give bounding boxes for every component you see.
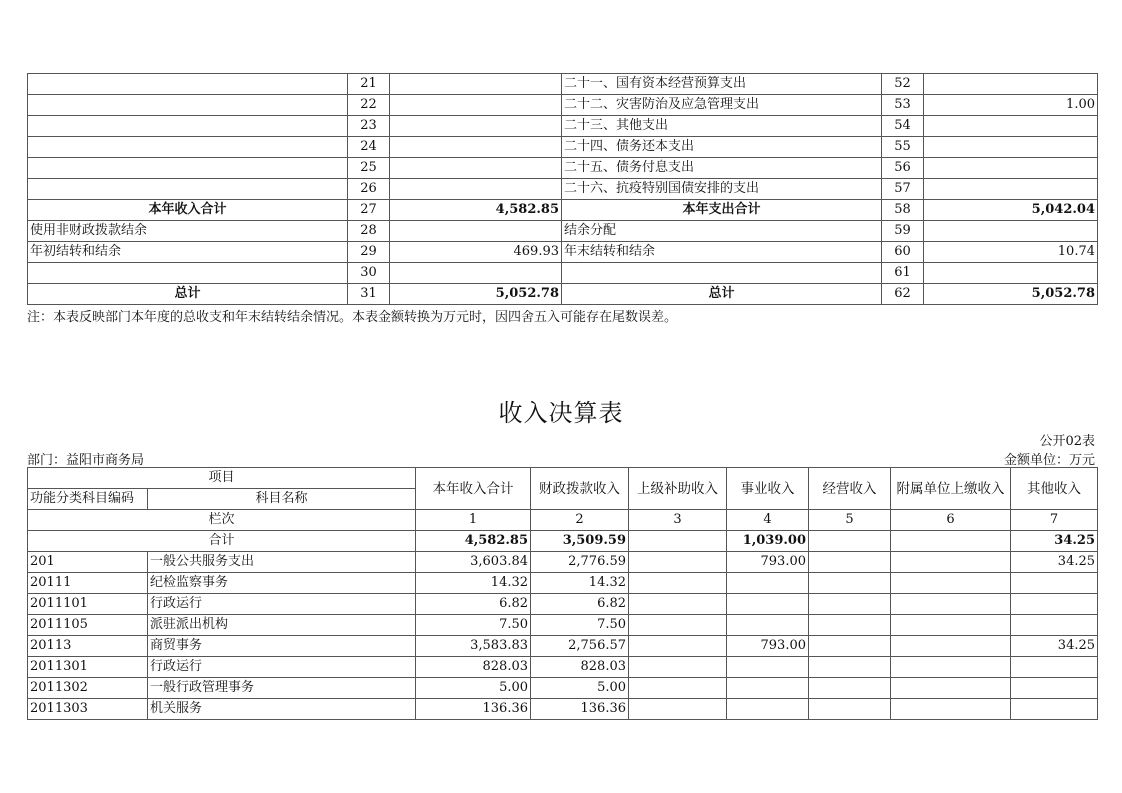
total-value: 3,509.59 (531, 531, 629, 552)
left-item-label (28, 137, 348, 158)
amount-cell (629, 636, 727, 657)
right-line-number: 62 (882, 284, 924, 305)
right-item-label: 二十三、其他支出 (562, 116, 882, 137)
amount-cell (629, 657, 727, 678)
summary-row (28, 158, 1098, 179)
left-line-number: 21 (348, 74, 390, 95)
col-number: 7 (1011, 510, 1098, 531)
form-number: 公开02表 (1039, 434, 1095, 449)
amount-cell (629, 699, 727, 720)
right-amount (924, 74, 1098, 95)
amount-cell (629, 594, 727, 615)
amount-cell: 136.36 (416, 699, 531, 720)
total-value: 1,039.00 (727, 531, 809, 552)
summary-row (28, 116, 1098, 137)
left-item-label (28, 116, 348, 137)
amount-cell (809, 573, 891, 594)
summary-row (28, 263, 1098, 284)
income-expense-summary-table (27, 73, 1098, 305)
account-code: 2011301 (28, 657, 148, 678)
left-amount: 5,052.78 (390, 284, 562, 305)
amount-cell (809, 594, 891, 615)
left-line-number: 23 (348, 116, 390, 137)
header-superior: 上级补助收入 (629, 468, 727, 510)
left-amount (390, 116, 562, 137)
left-amount (390, 221, 562, 242)
right-amount (924, 116, 1098, 137)
amount-cell (629, 615, 727, 636)
total-value (629, 531, 727, 552)
summary-row (28, 95, 1098, 116)
header-subsidiary: 附属单位上缴收入 (891, 468, 1011, 510)
left-item-label: 年初结转和结余 (28, 242, 348, 263)
amount-cell (891, 552, 1011, 573)
right-item-label: 二十六、抗疫特别国债安排的支出 (562, 179, 882, 200)
account-code: 2011302 (28, 678, 148, 699)
left-amount (390, 74, 562, 95)
column-index-row (28, 510, 1098, 531)
col-number: 3 (629, 510, 727, 531)
col-number: 2 (531, 510, 629, 531)
left-line-number: 29 (348, 242, 390, 263)
amount-cell (727, 678, 809, 699)
summary-row (28, 200, 1098, 221)
account-name: 机关服务 (148, 699, 416, 720)
amount-cell: 5.00 (531, 678, 629, 699)
right-item-label: 年末结转和结余 (562, 242, 882, 263)
amount-cell: 6.82 (531, 594, 629, 615)
amount-cell (727, 594, 809, 615)
col-number: 4 (727, 510, 809, 531)
account-name: 行政运行 (148, 657, 416, 678)
right-item-label: 二十二、灾害防治及应急管理支出 (562, 95, 882, 116)
left-amount (390, 263, 562, 284)
left-amount (390, 179, 562, 200)
total-label: 合计 (28, 531, 416, 552)
right-line-number: 54 (882, 116, 924, 137)
amount-cell (809, 678, 891, 699)
left-line-number: 28 (348, 221, 390, 242)
header-total-income: 本年收入合计 (416, 468, 531, 510)
account-name: 纪检监察事务 (148, 573, 416, 594)
account-code: 201 (28, 552, 148, 573)
right-line-number: 52 (882, 74, 924, 95)
right-amount (924, 263, 1098, 284)
right-line-number: 56 (882, 158, 924, 179)
col-number: 1 (416, 510, 531, 531)
table-row (28, 573, 1098, 594)
account-name: 一般公共服务支出 (148, 552, 416, 573)
amount-cell (891, 636, 1011, 657)
left-line-number: 25 (348, 158, 390, 179)
right-amount (924, 221, 1098, 242)
amount-cell: 3,583.83 (416, 636, 531, 657)
right-amount: 10.74 (924, 242, 1098, 263)
right-item-label: 二十一、国有资本经营预算支出 (562, 74, 882, 95)
amount-cell (809, 657, 891, 678)
header-name: 科目名称 (148, 489, 416, 510)
header-operating: 经营收入 (809, 468, 891, 510)
amount-cell: 7.50 (416, 615, 531, 636)
account-name: 行政运行 (148, 594, 416, 615)
amount-cell (1011, 657, 1098, 678)
left-line-number: 31 (348, 284, 390, 305)
amount-cell (629, 573, 727, 594)
col-number: 6 (891, 510, 1011, 531)
left-line-number: 30 (348, 263, 390, 284)
amount-cell (1011, 615, 1098, 636)
amount-cell: 14.32 (416, 573, 531, 594)
table-row (28, 552, 1098, 573)
left-amount (390, 137, 562, 158)
right-item-label: 二十五、债务付息支出 (562, 158, 882, 179)
left-item-label (28, 179, 348, 200)
left-line-number: 27 (348, 200, 390, 221)
right-amount: 5,042.04 (924, 200, 1098, 221)
amount-cell (891, 699, 1011, 720)
right-amount (924, 179, 1098, 200)
left-item-label: 本年收入合计 (28, 200, 348, 221)
header-item: 项目 (28, 468, 416, 489)
account-name: 一般行政管理事务 (148, 678, 416, 699)
account-code: 2011105 (28, 615, 148, 636)
left-amount: 4,582.85 (390, 200, 562, 221)
amount-cell (727, 657, 809, 678)
right-item-label (562, 263, 882, 284)
account-code: 20113 (28, 636, 148, 657)
total-row (28, 531, 1098, 552)
col-number: 5 (809, 510, 891, 531)
amount-cell (1011, 699, 1098, 720)
table-row (28, 678, 1098, 699)
amount-cell (891, 594, 1011, 615)
amount-cell (1011, 594, 1098, 615)
header-other: 其他收入 (1011, 468, 1098, 510)
footnote: 注：本表反映部门本年度的总收支和年末结转结余情况。本表金额转换为万元时，因四舍五入可能存在尾数误差。 (27, 310, 678, 325)
table-row (28, 615, 1098, 636)
amount-cell: 828.03 (416, 657, 531, 678)
amount-cell (629, 552, 727, 573)
amount-cell (891, 615, 1011, 636)
account-code: 20111 (28, 573, 148, 594)
header-row (28, 468, 1098, 489)
right-line-number: 53 (882, 95, 924, 116)
header-code: 功能分类科目编码 (28, 489, 148, 510)
right-amount (924, 137, 1098, 158)
amount-cell: 34.25 (1011, 636, 1098, 657)
left-item-label (28, 95, 348, 116)
left-amount (390, 158, 562, 179)
amount-cell (809, 615, 891, 636)
header-fiscal: 财政拨款收入 (531, 468, 629, 510)
right-amount: 5,052.78 (924, 284, 1098, 305)
amount-cell (891, 657, 1011, 678)
right-line-number: 57 (882, 179, 924, 200)
right-line-number: 59 (882, 221, 924, 242)
summary-row (28, 179, 1098, 200)
right-line-number: 60 (882, 242, 924, 263)
right-amount: 1.00 (924, 95, 1098, 116)
header-business: 事业收入 (727, 468, 809, 510)
summary-row (28, 242, 1098, 263)
amount-cell: 2,776.59 (531, 552, 629, 573)
right-item-label: 结余分配 (562, 221, 882, 242)
right-amount (924, 158, 1098, 179)
amount-cell (1011, 678, 1098, 699)
left-item-label (28, 158, 348, 179)
department-label: 部门：益阳市商务局 (27, 453, 145, 468)
left-amount: 469.93 (390, 242, 562, 263)
amount-cell (809, 552, 891, 573)
total-value: 34.25 (1011, 531, 1098, 552)
total-value: 4,582.85 (416, 531, 531, 552)
right-item-label: 本年支出合计 (562, 200, 882, 221)
amount-cell: 828.03 (531, 657, 629, 678)
unit-label: 金额单位：万元 (1003, 453, 1095, 468)
amount-cell (809, 636, 891, 657)
left-line-number: 24 (348, 137, 390, 158)
amount-cell (891, 678, 1011, 699)
income-table (27, 467, 1098, 720)
amount-cell: 6.82 (416, 594, 531, 615)
left-item-label (28, 74, 348, 95)
table-row (28, 699, 1098, 720)
amount-cell: 7.50 (531, 615, 629, 636)
amount-cell (727, 699, 809, 720)
left-item-label (28, 263, 348, 284)
amount-cell: 793.00 (727, 636, 809, 657)
account-name: 商贸事务 (148, 636, 416, 657)
left-item-label: 使用非财政拨款结余 (28, 221, 348, 242)
account-name: 派驻派出机构 (148, 615, 416, 636)
header-col-index: 栏次 (28, 510, 416, 531)
total-value (809, 531, 891, 552)
amount-cell (809, 699, 891, 720)
left-line-number: 22 (348, 95, 390, 116)
left-item-label: 总计 (28, 284, 348, 305)
summary-row (28, 221, 1098, 242)
amount-cell: 2,756.57 (531, 636, 629, 657)
left-amount (390, 95, 562, 116)
amount-cell (629, 678, 727, 699)
right-line-number: 58 (882, 200, 924, 221)
left-line-number: 26 (348, 179, 390, 200)
account-code: 2011303 (28, 699, 148, 720)
summary-row (28, 137, 1098, 158)
amount-cell: 136.36 (531, 699, 629, 720)
amount-cell: 3,603.84 (416, 552, 531, 573)
page-title: 收入决算表 (498, 399, 624, 427)
amount-cell (727, 615, 809, 636)
amount-cell (1011, 573, 1098, 594)
amount-cell: 34.25 (1011, 552, 1098, 573)
account-code: 2011101 (28, 594, 148, 615)
right-line-number: 55 (882, 137, 924, 158)
amount-cell: 14.32 (531, 573, 629, 594)
summary-row (28, 284, 1098, 305)
amount-cell: 793.00 (727, 552, 809, 573)
right-item-label: 二十四、债务还本支出 (562, 137, 882, 158)
right-line-number: 61 (882, 263, 924, 284)
amount-cell: 5.00 (416, 678, 531, 699)
table-row (28, 636, 1098, 657)
summary-row (28, 74, 1098, 95)
table-row (28, 594, 1098, 615)
amount-cell (891, 573, 1011, 594)
right-item-label: 总计 (562, 284, 882, 305)
amount-cell (727, 573, 809, 594)
total-value (891, 531, 1011, 552)
table-row (28, 657, 1098, 678)
